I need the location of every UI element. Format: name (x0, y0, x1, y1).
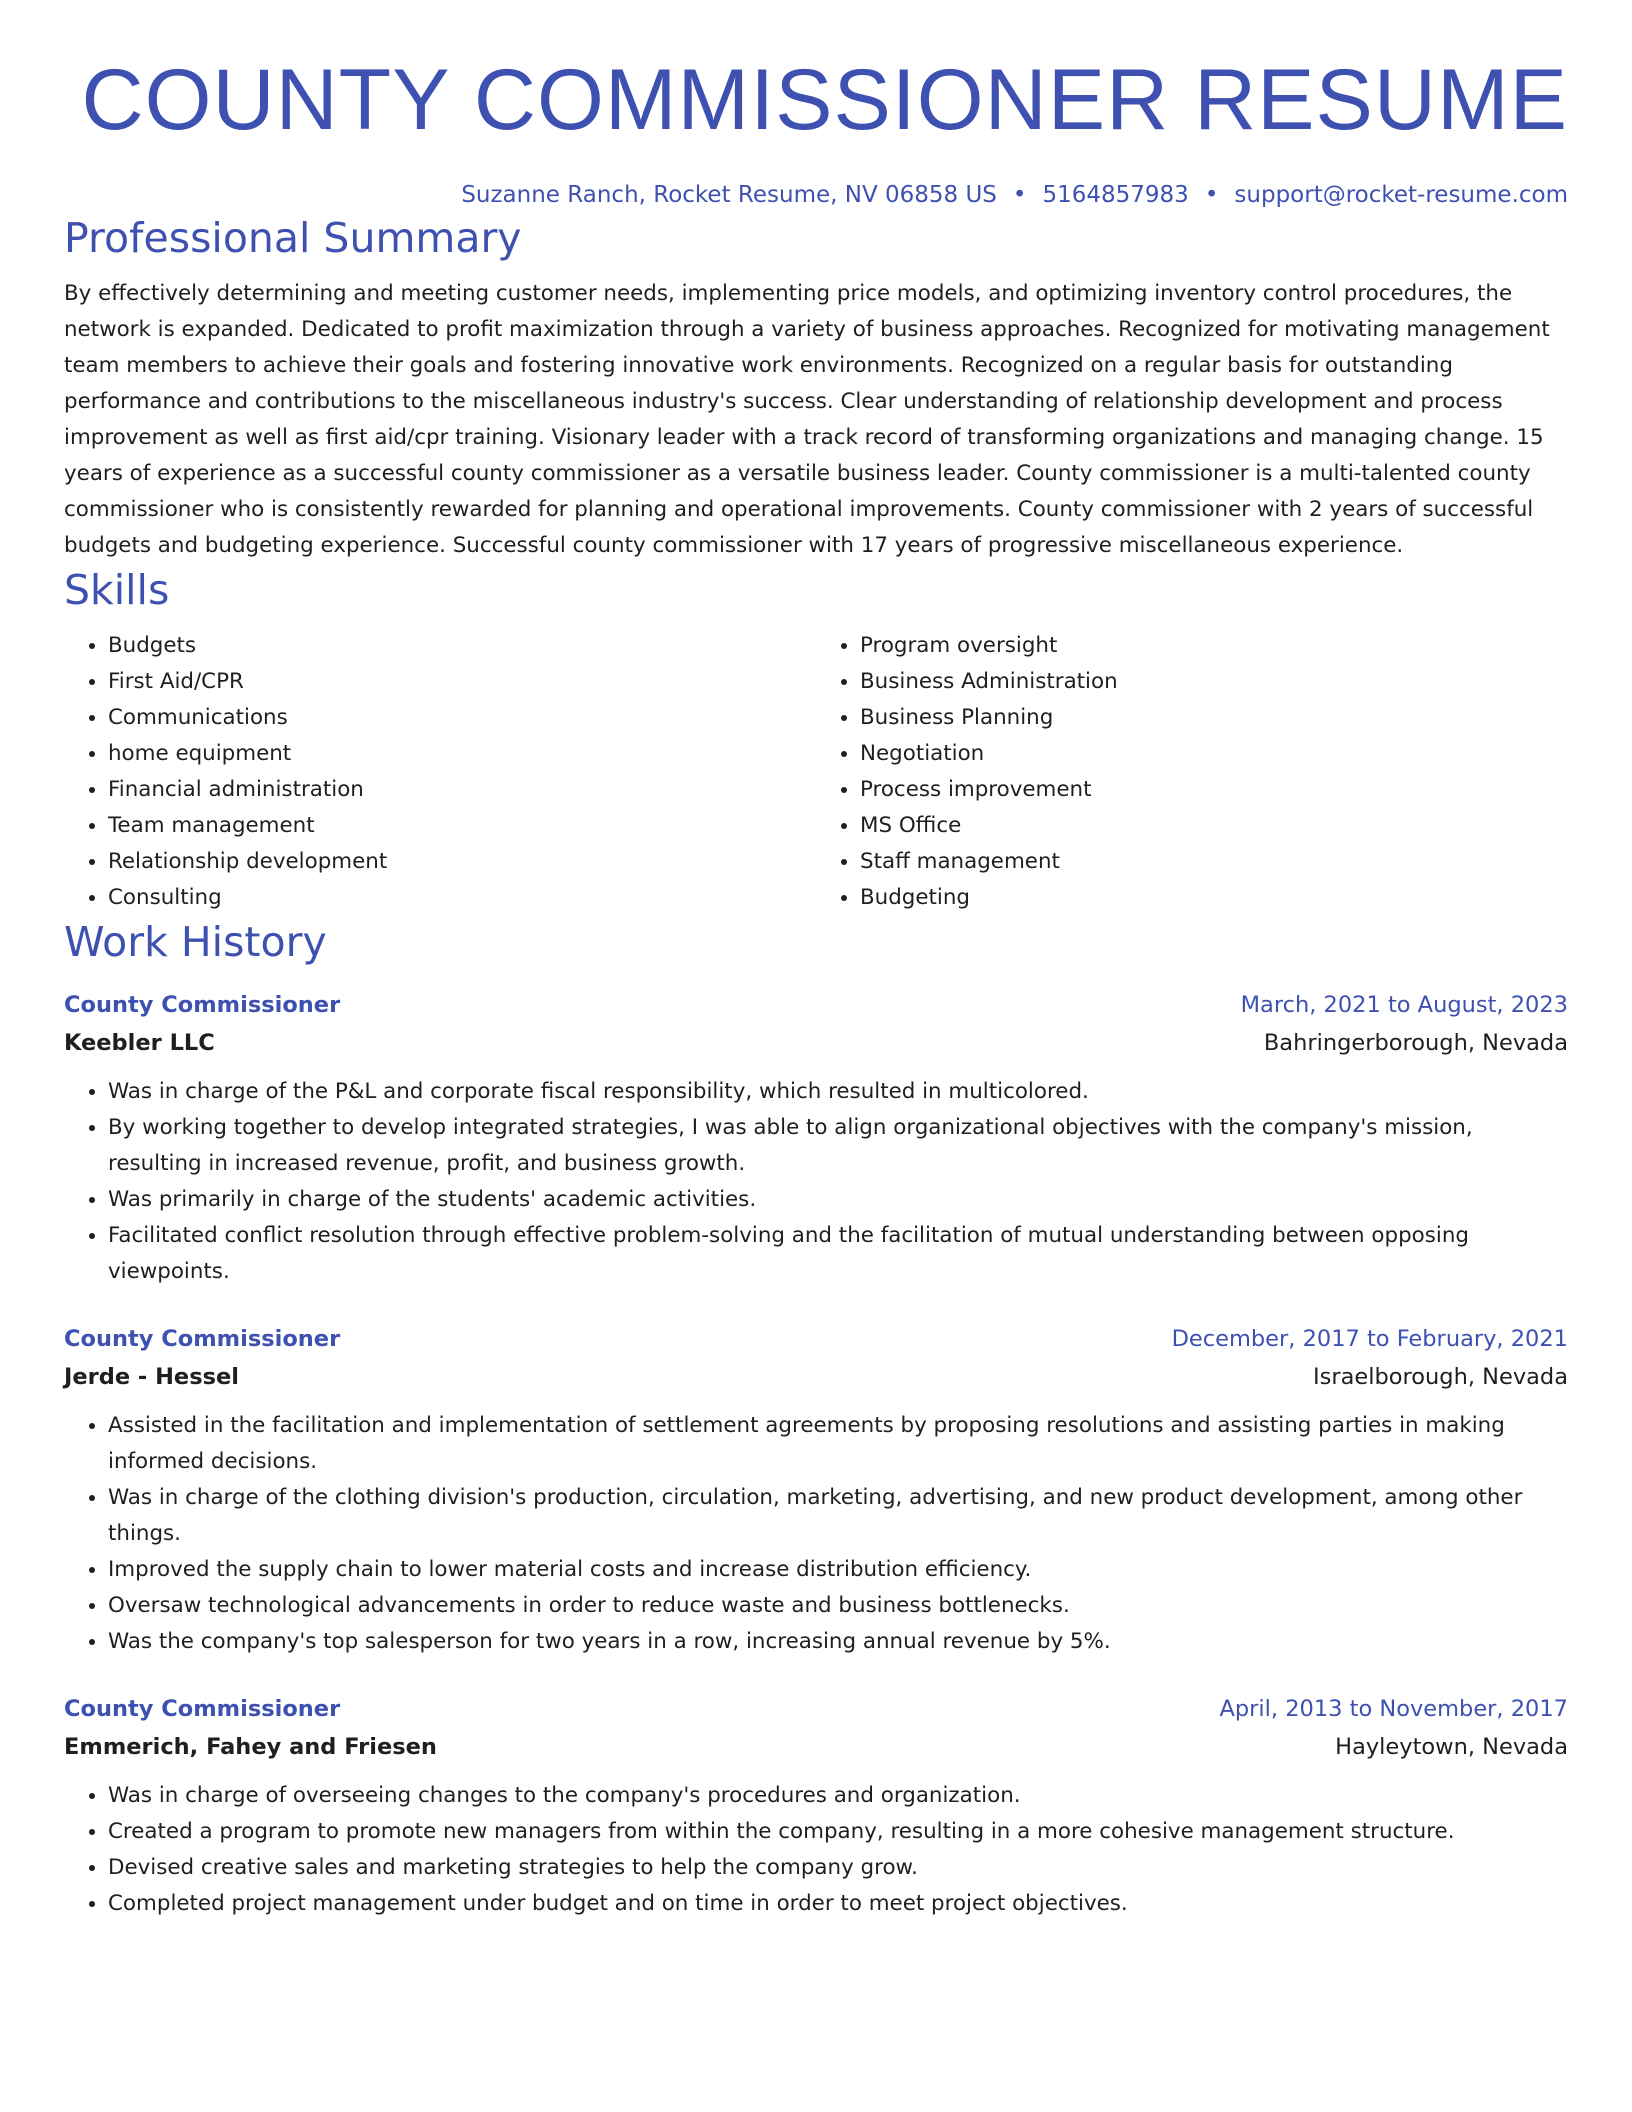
job-bullet: • Was the company's top salesperson for two years in a row, increasing annual revenue by 5%. (108, 1624, 1568, 1660)
skills-heading: Skills (64, 566, 170, 614)
job-header-row (64, 986, 1568, 1024)
contact-address: Suzanne Ranch, Rocket Resume, NV 06858 US (461, 182, 997, 208)
skills-list (64, 628, 1568, 916)
job-company-row (64, 1358, 1568, 1396)
job-title: County Commissioner (64, 992, 341, 1018)
skill-item: • Budgets (108, 628, 816, 664)
job-entry (64, 986, 1568, 1290)
job-bullet: • Facilitated conflict resolution through effective problem-solving and the facilitation of mutual understanding between opposing viewpoints. (108, 1218, 1568, 1290)
skill-item: • Business Administration (860, 664, 1568, 700)
job-entry (64, 1320, 1568, 1660)
job-header-row (64, 1690, 1568, 1728)
skill-item: • Budgeting (860, 880, 1568, 916)
summary-text: By effectively determining and meeting customer needs, implementing price models, and optimizing inventory control procedures, the network is expanded. Dedicated to profit maximization through a variety of business approaches. Recognized for motivating management team members to achieve their goals and fostering innovative work environments. Recognized on a regular basis for outstanding performance and contributions to the miscellaneous industry's success. Clear understanding of relationship development and process improvement as well as first aid/cpr training. Visionary leader with a track record of transforming organizations and managing change. 15 years of experience as a successful county commissioner as a versatile business leader. County commissioner is a multi-talented county commissioner who is consistently rewarded for planning and operational improvements. County commissioner with 2 years of successful budgets and budgeting experience. Successful county commissioner with 17 years of progressive miscellaneous experience. (64, 281, 1550, 558)
job-bullet: • Was primarily in charge of the students' academic activities. (108, 1182, 1568, 1218)
job-bullet: • Created a program to promote new managers from within the company, resulting in a more cohesive management structure. (108, 1814, 1568, 1850)
job-bullets (64, 1074, 1568, 1290)
job-company: Emmerich, Fahey and Friesen (64, 1734, 437, 1760)
skill-item: • Communications (108, 700, 816, 736)
job-dates: March, 2021 to August, 2023 (1240, 992, 1568, 1018)
job-header-row (64, 1320, 1568, 1358)
skill-item: • Business Planning (860, 700, 1568, 736)
job-bullet: • Completed project management under budget and on time in order to meet project objectives. (108, 1886, 1568, 1922)
contact-email: support@rocket-resume.com (1234, 182, 1568, 208)
job-bullets (64, 1408, 1568, 1660)
skill-item: • First Aid/CPR (108, 664, 816, 700)
job-bullets (64, 1778, 1568, 1922)
job-bullet: • Assisted in the facilitation and implementation of settlement agreements by proposing resolutions and assisting parties in making informed decisions. (108, 1408, 1568, 1480)
skill-item: • home equipment (108, 736, 816, 772)
skills-column-left (64, 628, 816, 916)
job-bullet: • By working together to develop integrated strategies, I was able to align organizational objectives with the company's mission, resulting in increased revenue, profit, and business growth. (108, 1110, 1568, 1182)
job-dates: December, 2017 to February, 2021 (1171, 1326, 1568, 1352)
job-bullet: • Was in charge of overseeing changes to the company's procedures and organization. (108, 1778, 1568, 1814)
job-company-row (64, 1728, 1568, 1766)
skill-item: • Negotiation (860, 736, 1568, 772)
job-bullet: • Oversaw technological advancements in order to reduce waste and business bottlenecks. (108, 1588, 1568, 1624)
skill-item: • Program oversight (860, 628, 1568, 664)
skill-item: • Financial administration (108, 772, 816, 808)
resume-title: COUNTY COMMISSIONER RESUME (81, 52, 1568, 148)
contact-separator: • (1012, 182, 1027, 208)
skill-item: • Staff management (860, 844, 1568, 880)
job-location: Bahringerborough, Nevada (1263, 1030, 1568, 1056)
job-title: County Commissioner (64, 1696, 341, 1722)
skill-item: • Team management (108, 808, 816, 844)
contact-line (64, 178, 1568, 212)
contact-separator: • (1204, 182, 1219, 208)
job-bullet: • Devised creative sales and marketing strategies to help the company grow. (108, 1850, 1568, 1886)
job-company: Keebler LLC (64, 1030, 215, 1056)
job-dates: April, 2013 to November, 2017 (1219, 1696, 1568, 1722)
skills-column-right (816, 628, 1568, 916)
work-history-heading: Work History (64, 918, 327, 966)
skill-item: • MS Office (860, 808, 1568, 844)
job-location: Israelborough, Nevada (1312, 1364, 1568, 1390)
job-bullet: • Improved the supply chain to lower material costs and increase distribution efficiency. (108, 1552, 1568, 1588)
job-location: Hayleytown, Nevada (1335, 1734, 1568, 1760)
job-title: County Commissioner (64, 1326, 341, 1352)
summary-heading: Professional Summary (64, 214, 522, 262)
job-bullet: • Was in charge of the P&L and corporate fiscal responsibility, which resulted in multicolored. (108, 1074, 1568, 1110)
job-company: Jerde - Hessel (64, 1364, 239, 1390)
skill-item: • Relationship development (108, 844, 816, 880)
job-bullet: • Was in charge of the clothing division's production, circulation, marketing, advertising, and new product development, among other things. (108, 1480, 1568, 1552)
job-company-row (64, 1024, 1568, 1062)
job-entry (64, 1690, 1568, 1922)
skill-item: • Consulting (108, 880, 816, 916)
skill-item: • Process improvement (860, 772, 1568, 808)
contact-phone: 5164857983 (1042, 182, 1189, 208)
